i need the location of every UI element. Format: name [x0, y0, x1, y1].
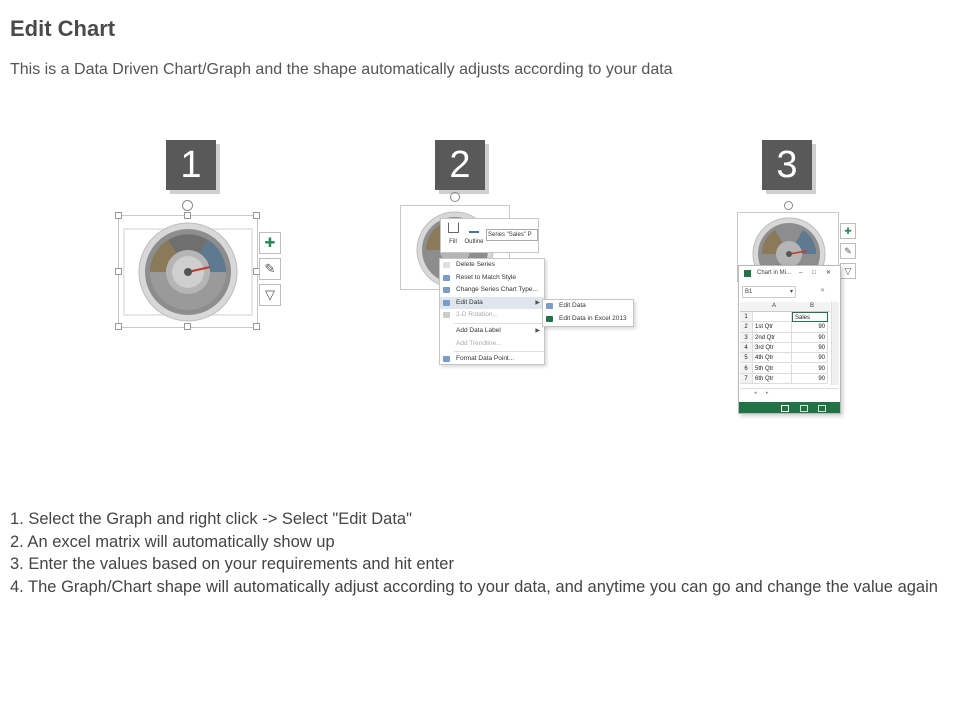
- table-row: [740, 353, 830, 363]
- table-row: [740, 333, 830, 343]
- series-select-value: Series "Sales" P: [488, 232, 532, 238]
- menu-item-edit-data[interactable]: [440, 297, 544, 310]
- fill-bucket-icon: [448, 222, 459, 233]
- context-menu: [439, 258, 545, 365]
- edit-data-icon: [546, 303, 553, 309]
- cell-a1[interactable]: [753, 312, 792, 322]
- cell-b4[interactable]: 90: [792, 343, 828, 353]
- outline-label: Outline: [464, 239, 484, 245]
- menu-item-add-data-label[interactable]: [440, 325, 544, 338]
- rotate-icon[interactable]: [450, 192, 460, 202]
- vertical-scrollbar[interactable]: [831, 302, 839, 385]
- delete-icon: [443, 262, 450, 268]
- page-title: Edit Chart: [10, 16, 116, 41]
- rotate-icon[interactable]: [182, 200, 193, 211]
- rotation-icon: [443, 312, 450, 318]
- page-break-icon[interactable]: [818, 405, 826, 412]
- excel-title-bar: [739, 266, 840, 281]
- maximize-icon[interactable]: □: [812, 270, 816, 276]
- excel-status-bar: [739, 402, 840, 413]
- normal-view-icon[interactable]: [781, 405, 789, 412]
- cancel-icon[interactable]: ✕: [820, 288, 826, 294]
- outline-button[interactable]: [464, 222, 484, 245]
- row-number: 4: [740, 343, 753, 353]
- chart-elements-icon[interactable]: ✚: [840, 223, 856, 239]
- instruction-step-1: 1. Select the Graph and right click -> Select "Edit Data": [10, 510, 412, 528]
- cell-b7[interactable]: 90: [792, 374, 828, 384]
- row-number: 6: [740, 364, 753, 374]
- cell-b5[interactable]: 90: [792, 353, 828, 363]
- step-number-2: 2: [435, 140, 485, 190]
- menu-item-add-trendline[interactable]: [440, 338, 544, 351]
- menu-item-delete-series[interactable]: [440, 259, 544, 272]
- close-icon[interactable]: ✕: [826, 270, 832, 276]
- submenu-item-edit-data[interactable]: [543, 300, 633, 313]
- scroll-left-icon[interactable]: ◂: [754, 390, 757, 396]
- instruction-step-4: 4. The Graph/Chart shape will automatically adjust according to your data, and anytime you can go and change the value again: [10, 577, 938, 596]
- cell-a6[interactable]: 5th Qtr: [753, 364, 792, 374]
- menu-item-format-data-point[interactable]: [440, 353, 544, 366]
- menu-item-label: Add Data Label: [456, 326, 501, 334]
- cell-a4[interactable]: 3rd Qtr: [753, 343, 792, 353]
- table-row: [740, 364, 830, 374]
- gauge-chart[interactable]: [118, 215, 258, 328]
- step1-chart[interactable]: [118, 215, 258, 328]
- excel-window: [738, 265, 841, 414]
- menu-item-label: Reset to Match Style: [456, 273, 516, 281]
- excel-icon: [546, 316, 553, 322]
- instruction-step-3: 3. Enter the values based on your requirements and hit enter: [10, 555, 454, 573]
- cell-a3[interactable]: 2nd Qtr: [753, 333, 792, 343]
- instructions: [10, 508, 940, 598]
- menu-item-label: Format Data Point...: [456, 355, 515, 363]
- row-number: 7: [740, 374, 753, 384]
- table-row: [740, 343, 830, 353]
- cell-b2[interactable]: 90: [792, 322, 828, 332]
- instruction-step-2: 2. An excel matrix will automatically show up: [10, 532, 335, 551]
- chart-type-icon: [443, 287, 450, 293]
- page-subtitle: This is a Data Driven Chart/Graph and the shape automatically adjusts according to your data: [10, 61, 673, 78]
- format-icon: [443, 356, 450, 362]
- chart-filter-icon[interactable]: ▽: [259, 284, 281, 306]
- menu-item-label: 3-D Rotation...: [456, 311, 498, 319]
- name-box-value: B1: [745, 289, 753, 295]
- table-row: [740, 312, 830, 322]
- menu-item-reset-style[interactable]: [440, 272, 544, 285]
- column-header-b[interactable]: B: [810, 303, 815, 309]
- menu-item-label: Change Series Chart Type...: [456, 286, 538, 294]
- menu-item-label: Add Trendline...: [456, 339, 502, 347]
- menu-item-label: Edit Data in Excel 2013: [559, 314, 627, 322]
- fill-label: Fill: [449, 239, 457, 245]
- outline-pen-icon: [469, 222, 479, 233]
- row-number: 2: [740, 322, 753, 332]
- row-number: 5: [740, 353, 753, 363]
- step-number-1: 1: [166, 140, 216, 190]
- chart-styles-icon[interactable]: ✎: [840, 243, 856, 259]
- fill-button[interactable]: [445, 222, 461, 245]
- series-select[interactable]: [486, 229, 538, 241]
- submenu-item-edit-in-excel[interactable]: [543, 313, 633, 326]
- menu-item-label: Edit Data: [456, 298, 483, 306]
- cell-a5[interactable]: 4th Qtr: [753, 353, 792, 363]
- chart-styles-icon[interactable]: ✎: [259, 258, 281, 280]
- cell-a7[interactable]: 6th Qtr: [753, 374, 792, 384]
- cell-b1[interactable]: Sales: [792, 312, 828, 322]
- dropdown-icon: ▾: [789, 289, 793, 295]
- menu-item-change-chart-type[interactable]: [440, 284, 544, 297]
- rotate-icon[interactable]: [784, 201, 793, 210]
- step-number-3: 3: [762, 140, 812, 190]
- cell-b6[interactable]: 90: [792, 364, 828, 374]
- column-headers: [740, 302, 830, 312]
- table-row: [740, 374, 830, 384]
- menu-item-3d-rotation[interactable]: [440, 309, 544, 322]
- format-toolbar: [440, 218, 539, 253]
- menu-divider: [454, 323, 544, 324]
- excel-window-title: Chart in Mi...: [757, 270, 792, 276]
- cell-b3[interactable]: 90: [792, 333, 828, 343]
- table-row: [740, 322, 830, 332]
- edit-data-icon: [443, 300, 450, 306]
- page-layout-icon[interactable]: [800, 405, 808, 412]
- minimize-icon[interactable]: –: [799, 270, 803, 276]
- name-box[interactable]: [742, 286, 796, 298]
- scroll-right-icon[interactable]: ▸: [766, 390, 769, 396]
- reset-icon: [443, 275, 450, 281]
- excel-logo-icon: [744, 270, 751, 277]
- sheet-grid: [740, 312, 830, 385]
- formula-bar: [742, 286, 837, 297]
- column-header-a[interactable]: A: [772, 303, 777, 309]
- submenu-arrow-icon: ▶: [535, 299, 540, 306]
- edit-data-submenu: [542, 299, 634, 327]
- chart-filter-icon[interactable]: ▽: [840, 263, 856, 279]
- row-number: 1: [740, 312, 753, 322]
- row-number: 3: [740, 333, 753, 343]
- submenu-arrow-icon: ▶: [535, 327, 540, 334]
- menu-item-label: Edit Data: [559, 302, 586, 309]
- sheet-tabs-bar: [740, 388, 838, 398]
- cell-a2[interactable]: 1st Qtr: [753, 322, 792, 332]
- chart-elements-icon[interactable]: ✚: [259, 232, 281, 254]
- menu-divider: [454, 351, 544, 352]
- menu-item-label: Delete Series: [456, 261, 496, 268]
